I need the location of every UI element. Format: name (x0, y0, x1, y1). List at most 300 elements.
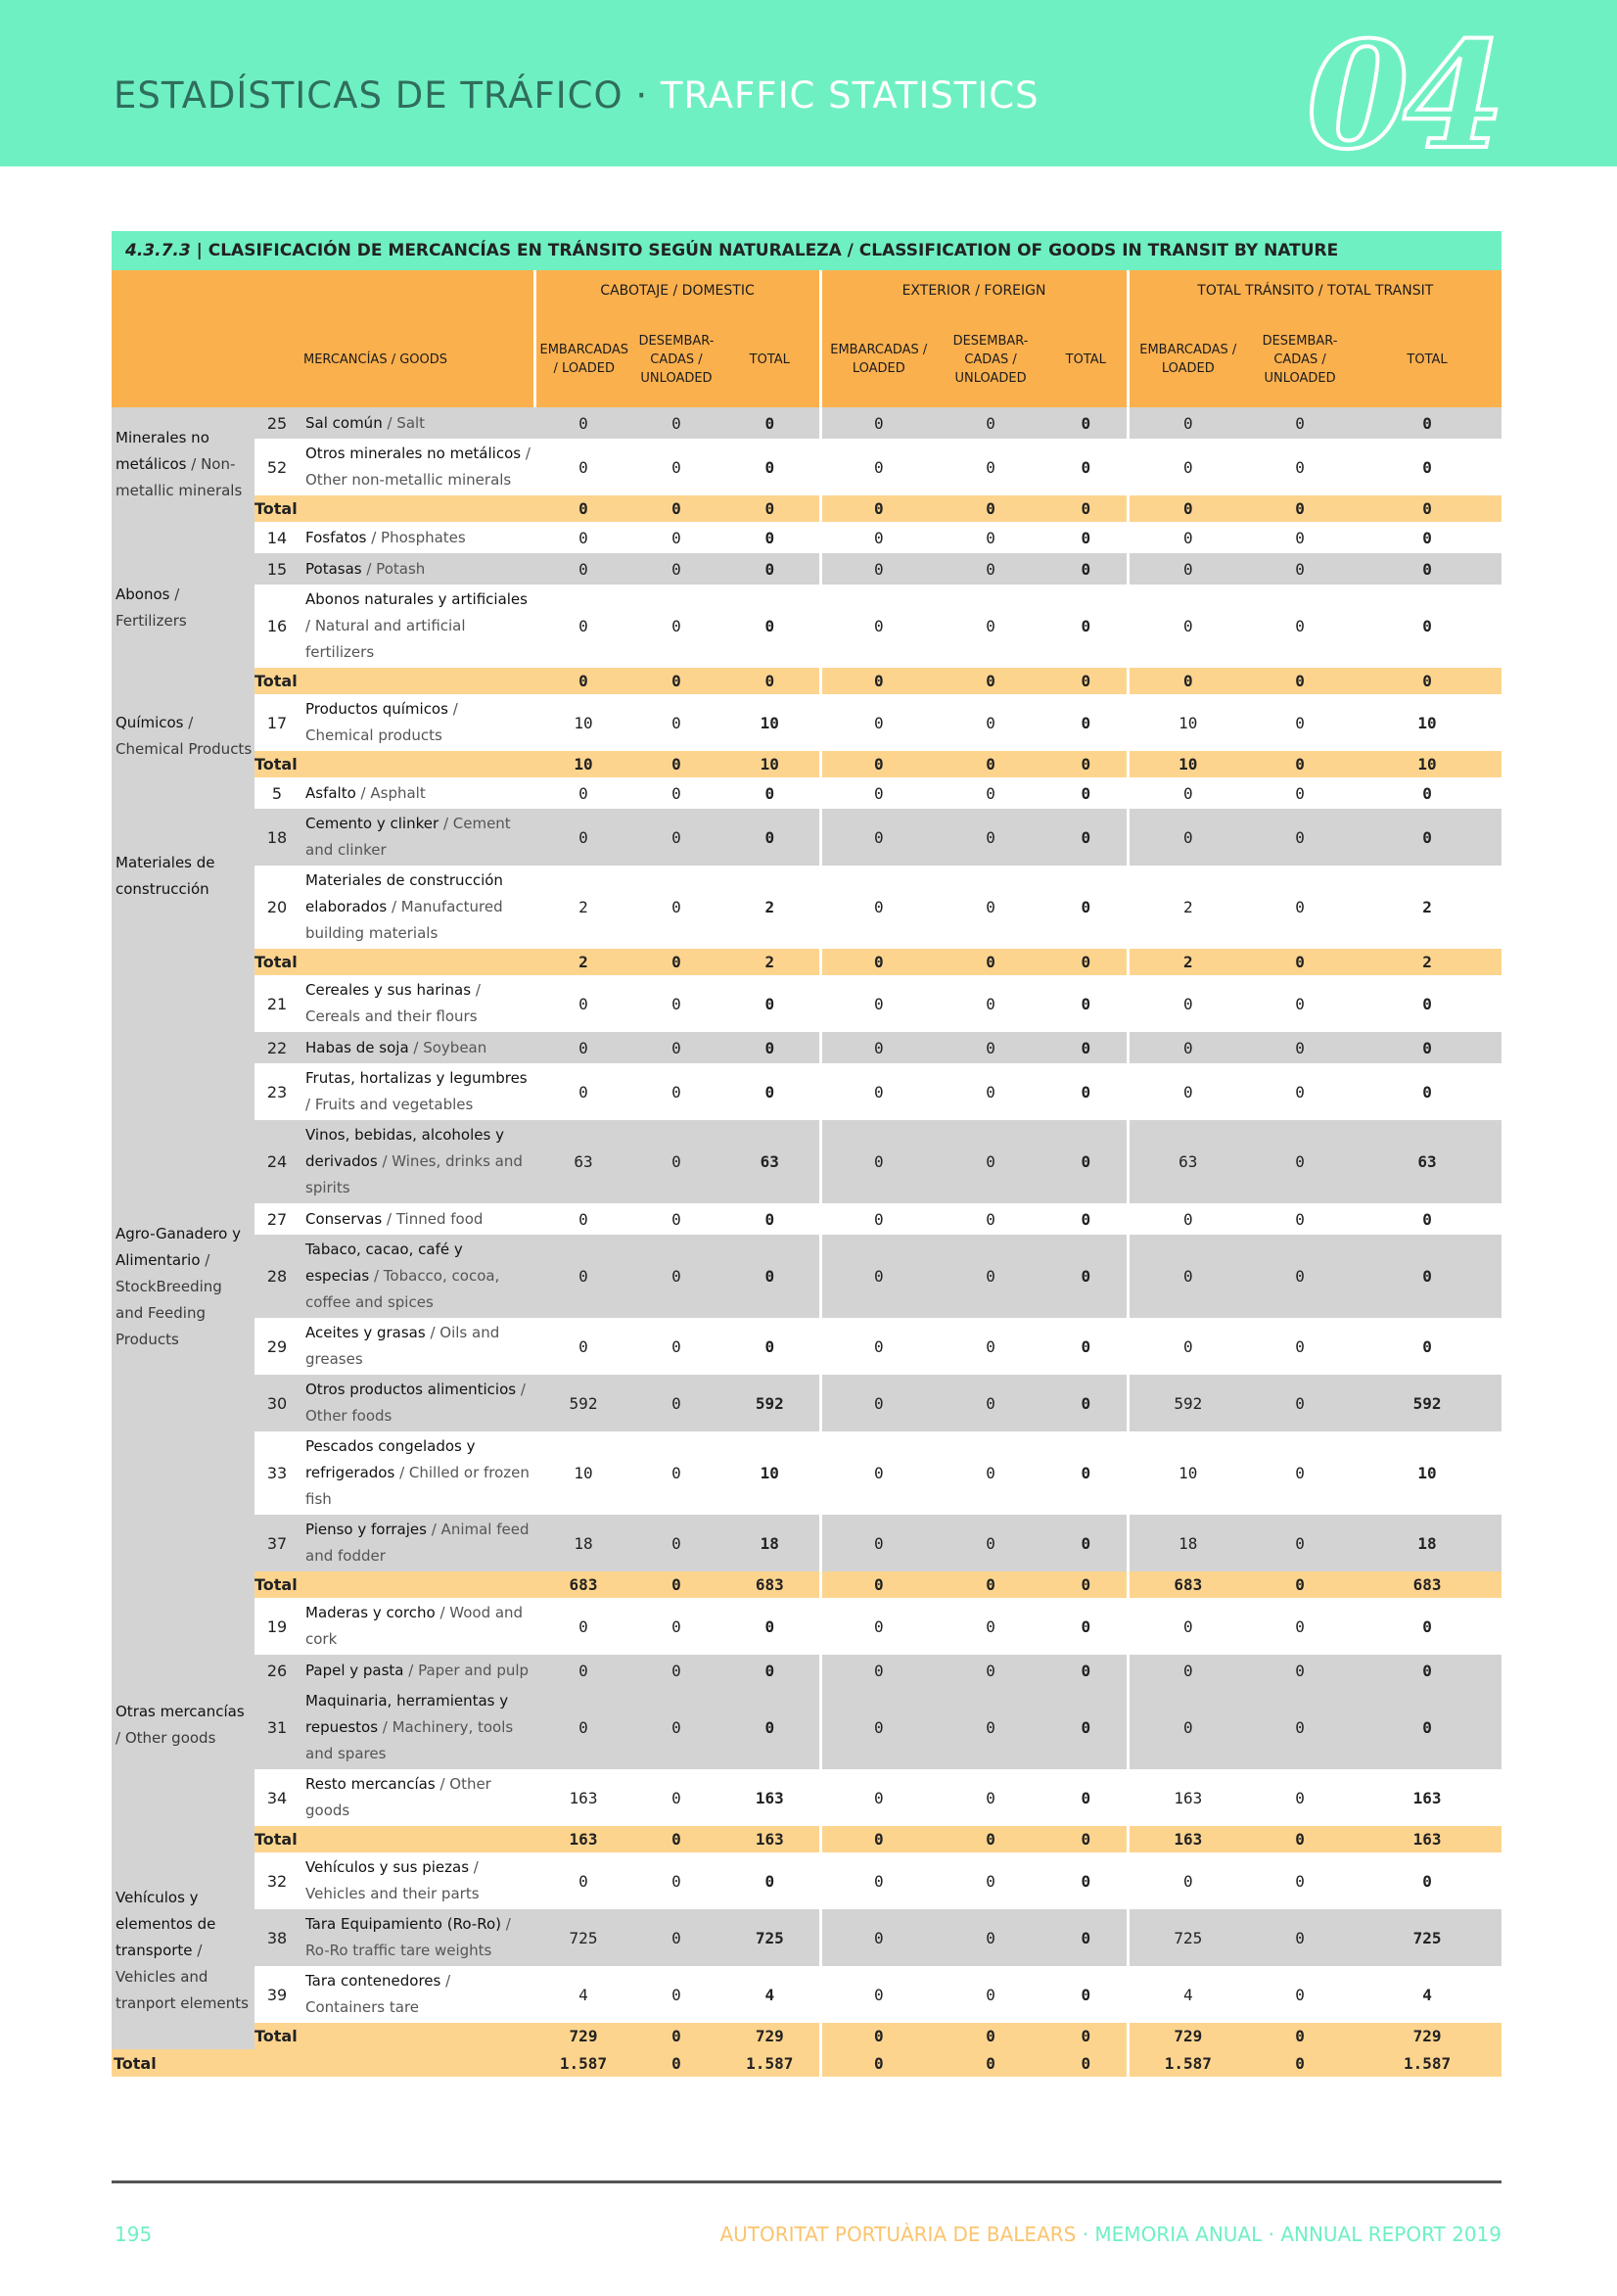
value-foreign-loaded: 0 (820, 1318, 936, 1375)
category-name-en: / StockBreeding and Feeding Products (116, 1250, 222, 1348)
value-transit-unloaded: 0 (1247, 1032, 1353, 1063)
value-foreign-loaded: 0 (820, 949, 936, 975)
category-name: Otras mercancías (116, 1703, 245, 1720)
value-foreign-unloaded: 0 (936, 439, 1045, 495)
value-foreign-unloaded: 0 (936, 1235, 1045, 1318)
goods-name-es: Potasas (305, 559, 362, 578)
value-domestic-unloaded: 0 (632, 2049, 720, 2077)
value-foreign-loaded: 0 (820, 694, 936, 751)
goods-code: 20 (254, 866, 300, 949)
value-domestic-total: 2 (720, 866, 820, 949)
value-foreign-unloaded: 0 (936, 1203, 1045, 1235)
category-name-en: / Chemical Products (116, 713, 253, 758)
value-transit-loaded: 0 (1128, 1063, 1247, 1120)
value-transit-loaded: 0 (1128, 1852, 1247, 1909)
value-foreign-unloaded: 0 (936, 1655, 1045, 1686)
category-name-en: / Non-metallic minerals (116, 455, 243, 499)
value-foreign-unloaded: 0 (936, 553, 1045, 585)
category-cell (112, 522, 254, 694)
goods-name (300, 1375, 534, 1431)
table-row (112, 1686, 1502, 1769)
goods-name (300, 1769, 534, 1826)
goods-name-es: Maderas y corcho (305, 1604, 436, 1621)
value-foreign-unloaded: 0 (936, 2023, 1045, 2049)
table-row (112, 975, 1502, 1032)
value-domestic-loaded: 0 (534, 585, 632, 668)
value-foreign-unloaded: 0 (936, 585, 1045, 668)
value-foreign-total: 0 (1045, 668, 1128, 694)
value-foreign-total: 0 (1045, 777, 1128, 809)
value-foreign-loaded: 0 (820, 1063, 936, 1120)
footer-report: · MEMORIA ANUAL · ANNUAL REPORT 2019 (1076, 2223, 1502, 2246)
column-header-row (112, 311, 1502, 407)
goods-name-en: / Paper and pulp (403, 1661, 530, 1679)
value-domestic-loaded: 1.587 (534, 2049, 632, 2077)
value-domestic-unloaded: 0 (632, 1966, 720, 2023)
value-transit-unloaded: 0 (1247, 668, 1353, 694)
value-domestic-loaded: 729 (534, 2023, 632, 2049)
value-domestic-unloaded: 0 (632, 777, 720, 809)
value-domestic-total: 0 (720, 975, 820, 1032)
value-foreign-unloaded: 0 (936, 495, 1045, 522)
value-foreign-loaded: 0 (820, 439, 936, 495)
value-foreign-total: 0 (1045, 751, 1128, 777)
category-name-en: / Vehicles and tranport elements (116, 1942, 249, 2012)
value-domestic-loaded: 0 (534, 809, 632, 866)
value-transit-loaded: 10 (1128, 751, 1247, 777)
table-title-text: | CLASIFICACIÓN DE MERCANCÍAS EN TRÁNSITO SEGÚN NATURALEZA / CLASSIFICATION OF GOODS IN TRANSIT BY NATURE (196, 241, 1339, 260)
value-foreign-loaded: 0 (820, 1655, 936, 1686)
value-transit-unloaded: 0 (1247, 1235, 1353, 1318)
value-transit-loaded: 0 (1128, 407, 1247, 439)
category-total-label: Total (254, 949, 534, 975)
value-domestic-unloaded: 0 (632, 1826, 720, 1852)
goods-name (300, 1655, 534, 1686)
category-name: Materiales de construcción (116, 854, 215, 898)
column-header-total: TOTAL (1045, 311, 1128, 407)
column-header-unloaded: DESEMBAR-CADAS / UNLOADED (632, 311, 720, 407)
goods-name-en: / Asphalt (355, 783, 426, 802)
section-title (114, 74, 1040, 117)
value-transit-unloaded: 0 (1247, 553, 1353, 585)
value-domestic-total: 163 (720, 1826, 820, 1852)
value-foreign-unloaded: 0 (936, 1431, 1045, 1515)
goods-name (300, 1852, 534, 1909)
goods-name-es: Otros minerales no metálicos (305, 445, 522, 462)
value-foreign-total: 0 (1045, 495, 1128, 522)
value-transit-total: 0 (1353, 1318, 1502, 1375)
value-domestic-total: 683 (720, 1571, 820, 1598)
value-transit-loaded: 0 (1128, 1655, 1247, 1686)
value-transit-total: 0 (1353, 777, 1502, 809)
goods-name-en: / Tinned food (382, 1209, 484, 1228)
goods-code: 30 (254, 1375, 300, 1431)
goods-name-en: / Phosphates (366, 528, 466, 546)
value-foreign-unloaded: 0 (936, 1318, 1045, 1375)
goods-name-en: / Tobacco, cocoa, coffee and spices (305, 1267, 500, 1311)
group-header-domestic: CABOTAJE / DOMESTIC (534, 270, 820, 311)
table-row (112, 1515, 1502, 1571)
value-transit-loaded: 0 (1128, 777, 1247, 809)
value-transit-loaded: 0 (1128, 1686, 1247, 1769)
value-domestic-unloaded: 0 (632, 553, 720, 585)
value-foreign-loaded: 0 (820, 1032, 936, 1063)
category-cell (112, 1598, 254, 1852)
value-domestic-total: 0 (720, 1203, 820, 1235)
value-domestic-total: 0 (720, 1852, 820, 1909)
value-foreign-unloaded: 0 (936, 2049, 1045, 2077)
table-row (112, 585, 1502, 668)
value-transit-unloaded: 0 (1247, 809, 1353, 866)
goods-name-es: Tara Equipamiento (Ro-Ro) (305, 1915, 501, 1933)
value-transit-total: 2 (1353, 949, 1502, 975)
column-header-loaded: EMBARCADAS / LOADED (534, 311, 632, 407)
category-name: Abonos (116, 586, 170, 603)
value-domestic-total: 63 (720, 1120, 820, 1203)
goods-name (300, 1909, 534, 1966)
value-transit-unloaded: 0 (1247, 1598, 1353, 1655)
value-transit-unloaded: 0 (1247, 1655, 1353, 1686)
value-transit-total: 163 (1353, 1826, 1502, 1852)
category-total-label: Total (254, 751, 534, 777)
value-domestic-total: 592 (720, 1375, 820, 1431)
value-transit-unloaded: 0 (1247, 2049, 1353, 2077)
value-foreign-loaded: 0 (820, 668, 936, 694)
section-title-es: ESTADÍSTICAS DE TRÁFICO · (114, 74, 649, 117)
value-foreign-total: 0 (1045, 1318, 1128, 1375)
value-foreign-loaded: 0 (820, 1431, 936, 1515)
value-foreign-unloaded: 0 (936, 1598, 1045, 1655)
value-domestic-loaded: 0 (534, 1598, 632, 1655)
value-transit-unloaded: 0 (1247, 2023, 1353, 2049)
value-foreign-unloaded: 0 (936, 1063, 1045, 1120)
table-title (112, 231, 1502, 270)
value-foreign-unloaded: 0 (936, 1826, 1045, 1852)
value-foreign-total: 0 (1045, 553, 1128, 585)
value-domestic-loaded: 2 (534, 866, 632, 949)
value-transit-loaded: 0 (1128, 495, 1247, 522)
value-transit-loaded: 0 (1128, 809, 1247, 866)
value-transit-unloaded: 0 (1247, 1375, 1353, 1431)
value-foreign-unloaded: 0 (936, 668, 1045, 694)
goods-code: 31 (254, 1686, 300, 1769)
value-domestic-loaded: 0 (534, 407, 632, 439)
value-foreign-loaded: 0 (820, 1120, 936, 1203)
group-header-spacer (112, 270, 534, 311)
goods-name (300, 1235, 534, 1318)
goods-name-en: / Other non-metallic minerals (305, 445, 531, 489)
value-domestic-total: 0 (720, 668, 820, 694)
goods-code: 27 (254, 1203, 300, 1235)
value-domestic-total: 163 (720, 1769, 820, 1826)
value-foreign-loaded: 0 (820, 866, 936, 949)
value-foreign-loaded: 0 (820, 2023, 936, 2049)
value-transit-total: 0 (1353, 407, 1502, 439)
value-domestic-loaded: 0 (534, 1235, 632, 1318)
goods-name-en: / Vehicles and their parts (305, 1858, 480, 1902)
goods-code: 26 (254, 1655, 300, 1686)
value-transit-loaded: 163 (1128, 1769, 1247, 1826)
category-name: Químicos (116, 713, 184, 731)
value-domestic-total: 10 (720, 694, 820, 751)
value-transit-total: 63 (1353, 1120, 1502, 1203)
value-transit-total: 2 (1353, 866, 1502, 949)
group-header-total-transit: TOTAL TRÁNSITO / TOTAL TRANSIT (1128, 270, 1502, 311)
value-domestic-total: 1.587 (720, 2049, 820, 2077)
value-transit-unloaded: 0 (1247, 1826, 1353, 1852)
value-transit-total: 0 (1353, 809, 1502, 866)
goods-name (300, 1431, 534, 1515)
category-name-en: / Other goods (116, 1729, 216, 1747)
value-domestic-total: 0 (720, 495, 820, 522)
footer-divider (112, 2180, 1502, 2183)
goods-name (300, 694, 534, 751)
goods-code: 22 (254, 1032, 300, 1063)
value-foreign-total: 0 (1045, 809, 1128, 866)
value-foreign-loaded: 0 (820, 777, 936, 809)
goods-name-es: Vehículos y sus piezas (305, 1858, 470, 1876)
category-name: Minerales no metálicos (116, 429, 209, 473)
goods-name (300, 809, 534, 866)
value-foreign-total: 0 (1045, 585, 1128, 668)
goods-name-es: Sal común (305, 413, 383, 432)
goods-code: 38 (254, 1909, 300, 1966)
value-transit-unloaded: 0 (1247, 439, 1353, 495)
category-total-row (112, 495, 1502, 522)
goods-name-en: / Machinery, tools and spares (305, 1718, 514, 1762)
value-domestic-unloaded: 0 (632, 2023, 720, 2049)
value-domestic-loaded: 0 (534, 975, 632, 1032)
goods-name (300, 407, 534, 439)
value-domestic-total: 18 (720, 1515, 820, 1571)
value-domestic-loaded: 0 (534, 522, 632, 553)
goods-name (300, 1598, 534, 1655)
goods-name-es: Pescados congelados y refrigerados (305, 1437, 476, 1481)
category-total-label: Total (254, 668, 534, 694)
column-header-total: TOTAL (720, 311, 820, 407)
value-foreign-loaded: 0 (820, 751, 936, 777)
value-transit-total: 1.587 (1353, 2049, 1502, 2077)
value-foreign-loaded: 0 (820, 585, 936, 668)
column-header-goods: MERCANCÍAS / GOODS (300, 311, 534, 407)
grand-total-label: Total (112, 2049, 534, 2077)
value-transit-loaded: 725 (1128, 1909, 1247, 1966)
value-foreign-loaded: 0 (820, 1826, 936, 1852)
value-transit-loaded: 683 (1128, 1571, 1247, 1598)
table-row (112, 1966, 1502, 2023)
value-domestic-total: 729 (720, 2023, 820, 2049)
table-row (112, 553, 1502, 585)
column-header-unloaded: DESEMBAR-CADAS / UNLOADED (936, 311, 1045, 407)
value-domestic-loaded: 10 (534, 751, 632, 777)
value-transit-unloaded: 0 (1247, 585, 1353, 668)
value-domestic-total: 0 (720, 1235, 820, 1318)
table-row (112, 1203, 1502, 1235)
goods-name-es: Fosfatos (305, 528, 367, 546)
value-foreign-total: 0 (1045, 866, 1128, 949)
goods-name-es: Cereales y sus harinas (305, 981, 472, 999)
category-cell (112, 694, 254, 777)
column-header-unloaded: DESEMBAR-CADAS / UNLOADED (1247, 311, 1353, 407)
value-transit-loaded: 0 (1128, 1235, 1247, 1318)
value-foreign-total: 0 (1045, 1966, 1128, 2023)
goods-name-es: Materiales de construcción elaborados (305, 871, 503, 915)
value-foreign-unloaded: 0 (936, 1571, 1045, 1598)
goods-name-en: / Containers tare (305, 1972, 451, 2016)
goods-name-es: Resto mercancías (305, 1775, 436, 1793)
value-domestic-loaded: 0 (534, 1063, 632, 1120)
value-foreign-unloaded: 0 (936, 1769, 1045, 1826)
value-transit-total: 0 (1353, 1686, 1502, 1769)
goods-code: 23 (254, 1063, 300, 1120)
value-foreign-unloaded: 0 (936, 522, 1045, 553)
value-foreign-loaded: 0 (820, 1966, 936, 2023)
goods-name-es: Asfalto (305, 783, 356, 802)
value-domestic-unloaded: 0 (632, 1686, 720, 1769)
value-foreign-unloaded: 0 (936, 1686, 1045, 1769)
value-foreign-loaded: 0 (820, 495, 936, 522)
value-transit-loaded: 0 (1128, 585, 1247, 668)
grand-total-row (112, 2049, 1502, 2077)
value-transit-unloaded: 0 (1247, 1852, 1353, 1909)
value-domestic-unloaded: 0 (632, 1515, 720, 1571)
transit-goods-table (112, 270, 1502, 2077)
value-domestic-unloaded: 0 (632, 975, 720, 1032)
chapter-number: 04 (1307, 10, 1500, 182)
value-domestic-loaded: 63 (534, 1120, 632, 1203)
table-row (112, 1375, 1502, 1431)
goods-name-es: Vinos, bebidas, alcoholes y derivados (305, 1126, 504, 1170)
goods-name (300, 975, 534, 1032)
value-transit-total: 4 (1353, 1966, 1502, 2023)
value-transit-loaded: 1.587 (1128, 2049, 1247, 2077)
goods-name (300, 1032, 534, 1063)
value-foreign-total: 0 (1045, 1598, 1128, 1655)
value-transit-total: 0 (1353, 495, 1502, 522)
value-transit-total: 18 (1353, 1515, 1502, 1571)
value-foreign-total: 0 (1045, 1769, 1128, 1826)
goods-name (300, 866, 534, 949)
transit-goods-table-container (112, 231, 1502, 2077)
value-transit-unloaded: 0 (1247, 777, 1353, 809)
value-transit-loaded: 592 (1128, 1375, 1247, 1431)
value-domestic-total: 4 (720, 1966, 820, 2023)
value-domestic-unloaded: 0 (632, 1032, 720, 1063)
value-domestic-unloaded: 0 (632, 1852, 720, 1909)
category-cell (112, 407, 254, 522)
value-domestic-loaded: 2 (534, 949, 632, 975)
value-transit-unloaded: 0 (1247, 1769, 1353, 1826)
value-domestic-loaded: 0 (534, 1318, 632, 1375)
value-transit-total: 729 (1353, 2023, 1502, 2049)
value-transit-total: 10 (1353, 694, 1502, 751)
goods-name (300, 522, 534, 553)
value-domestic-total: 2 (720, 949, 820, 975)
value-foreign-loaded: 0 (820, 1571, 936, 1598)
value-transit-loaded: 10 (1128, 694, 1247, 751)
value-foreign-unloaded: 0 (936, 407, 1045, 439)
goods-name-es: Tara contenedores (305, 1972, 441, 1990)
value-foreign-loaded: 0 (820, 2049, 936, 2077)
table-row (112, 1598, 1502, 1655)
category-total-row (112, 751, 1502, 777)
goods-name (300, 1515, 534, 1571)
value-transit-loaded: 0 (1128, 668, 1247, 694)
value-domestic-total: 10 (720, 1431, 820, 1515)
footer-organization: AUTORITAT PORTUÀRIA DE BALEARS (719, 2223, 1077, 2246)
table-row (112, 407, 1502, 439)
value-transit-unloaded: 0 (1247, 1966, 1353, 2023)
footer-publication (719, 2223, 1502, 2246)
goods-name-en: / Soybean (408, 1038, 487, 1056)
value-domestic-total: 10 (720, 751, 820, 777)
value-foreign-total: 0 (1045, 1852, 1128, 1909)
goods-name-en: / Cement and clinker (305, 815, 511, 859)
goods-code: 18 (254, 809, 300, 866)
goods-code: 15 (254, 553, 300, 585)
goods-code: 28 (254, 1235, 300, 1318)
value-transit-total: 0 (1353, 668, 1502, 694)
value-domestic-loaded: 0 (534, 1655, 632, 1686)
value-foreign-total: 0 (1045, 439, 1128, 495)
goods-code: 16 (254, 585, 300, 668)
table-row (112, 1655, 1502, 1686)
group-header-row (112, 270, 1502, 311)
value-domestic-loaded: 683 (534, 1571, 632, 1598)
goods-name-es: Papel y pasta (305, 1661, 404, 1679)
value-foreign-unloaded: 0 (936, 1375, 1045, 1431)
goods-name-es: Otros productos alimenticios (305, 1381, 517, 1398)
value-foreign-loaded: 0 (820, 975, 936, 1032)
column-header-loaded: EMBARCADAS / LOADED (1128, 311, 1247, 407)
goods-name-en: / Other goods (305, 1775, 491, 1819)
value-transit-loaded: 2 (1128, 866, 1247, 949)
column-header-loaded: EMBARCADAS / LOADED (820, 311, 936, 407)
goods-code: 33 (254, 1431, 300, 1515)
goods-name (300, 1203, 534, 1235)
value-foreign-total: 0 (1045, 1235, 1128, 1318)
value-foreign-unloaded: 0 (936, 694, 1045, 751)
value-foreign-unloaded: 0 (936, 1120, 1045, 1203)
value-transit-unloaded: 0 (1247, 522, 1353, 553)
value-foreign-unloaded: 0 (936, 777, 1045, 809)
section-title-en: TRAFFIC STATISTICS (660, 74, 1040, 117)
table-row (112, 694, 1502, 751)
value-foreign-unloaded: 0 (936, 751, 1045, 777)
value-foreign-loaded: 0 (820, 1769, 936, 1826)
value-domestic-unloaded: 0 (632, 522, 720, 553)
value-domestic-unloaded: 0 (632, 751, 720, 777)
value-foreign-unloaded: 0 (936, 866, 1045, 949)
goods-name-es: Habas de soja (305, 1038, 409, 1056)
category-cell (112, 975, 254, 1598)
value-transit-loaded: 0 (1128, 1032, 1247, 1063)
value-domestic-total: 0 (720, 407, 820, 439)
value-foreign-total: 0 (1045, 1063, 1128, 1120)
table-row (112, 1431, 1502, 1515)
value-transit-total: 0 (1353, 1598, 1502, 1655)
value-domestic-unloaded: 0 (632, 949, 720, 975)
goods-name (300, 1318, 534, 1375)
goods-name-en: / Salt (382, 413, 426, 432)
value-foreign-total: 0 (1045, 1032, 1128, 1063)
goods-code: 29 (254, 1318, 300, 1375)
value-domestic-total: 0 (720, 809, 820, 866)
value-transit-loaded: 729 (1128, 2023, 1247, 2049)
value-foreign-total: 0 (1045, 1686, 1128, 1769)
category-total-label: Total (254, 2023, 534, 2049)
value-transit-loaded: 63 (1128, 1120, 1247, 1203)
